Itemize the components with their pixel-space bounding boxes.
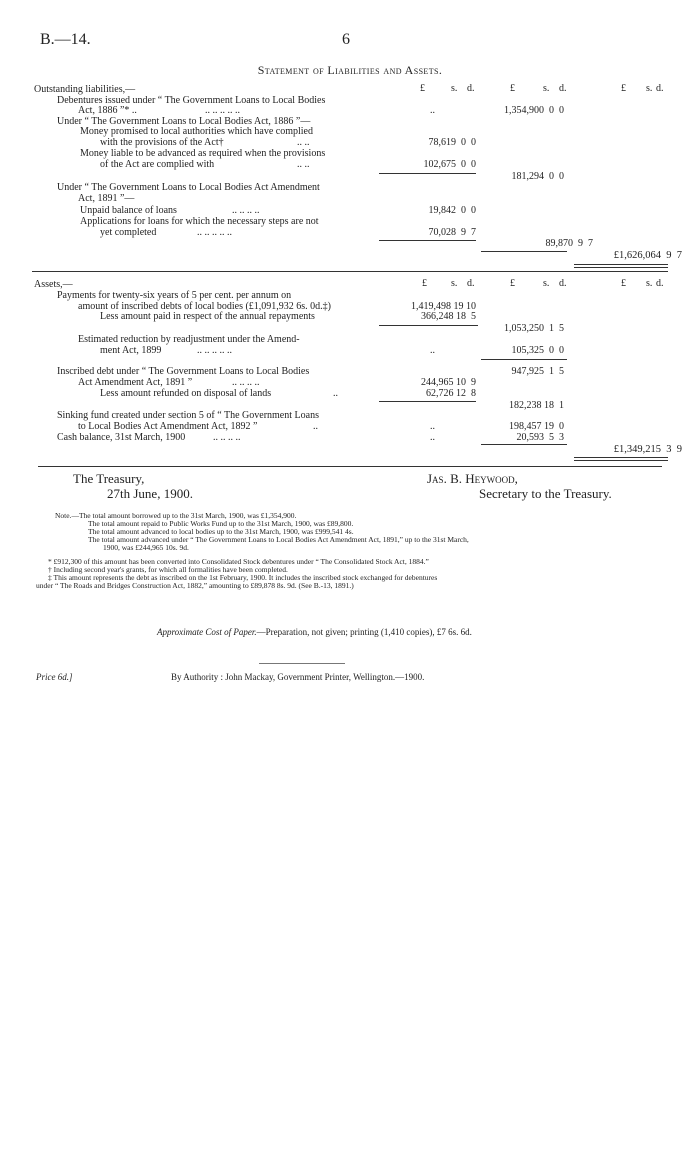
dot-leaders: .. <box>430 421 435 432</box>
col-header-pence: d. <box>467 83 475 94</box>
signature-date: 27th June, 1900. <box>107 486 193 501</box>
amendment-total: 89,870 9 7 <box>545 238 593 249</box>
liable-label-cont: of the Act are complied with <box>100 159 215 170</box>
dot-leaders: .. .. .. .. <box>232 377 260 388</box>
applications-label-cont: yet completed <box>100 227 157 238</box>
col-header-pound: £ <box>621 83 626 94</box>
col-header-pound: £ <box>422 278 427 289</box>
cost-of-paper <box>157 627 472 637</box>
dot-leaders: .. .. <box>297 159 310 170</box>
cash-balance-amount: 20,593 5 3 <box>516 432 564 443</box>
dot-leaders: .. .. .. .. .. <box>197 345 232 356</box>
col-header-pence: d. <box>467 278 475 289</box>
dot-leaders: .. .. .. .. .. <box>197 227 232 238</box>
payments-label-cont: amount of inscribed debts of local bodies (£1,091,932 6s. 0d.‡) <box>78 301 332 312</box>
footnote-double-dagger-cont: under “ The Roads and Bridges Construction Act, 1882,” amounting to £89,878 8s. 9d. (See B.-13, 1891.) <box>36 581 354 590</box>
price: Price 6d.] <box>36 672 73 682</box>
statement-title: Statement of Liabilities and Assets. <box>257 63 443 77</box>
refunded-amount: 62,726 12 8 <box>426 388 476 399</box>
reduction-label-cont: ment Act, 1899 <box>100 345 162 356</box>
section-divider <box>32 271 668 272</box>
dot-leaders: .. .. <box>297 137 310 148</box>
subtotal-rule <box>379 173 476 174</box>
promised-label: Money promised to local authorities which have complied <box>80 126 313 137</box>
dot-leaders: .. .. .. .. <box>232 205 260 216</box>
net-after-reduction: 947,925 1 5 <box>511 366 564 377</box>
reduction-amount: 105,325 0 0 <box>511 345 564 356</box>
cash-balance-label: Cash balance, 31st March, 1900 <box>57 432 186 443</box>
refunded-label: Less amount refunded on disposal of lands <box>100 388 272 399</box>
payments-amount: 1,419,498 19 10 <box>411 301 476 312</box>
note-advanced: The total amount advanced to local bodies up to the 31st March, 1900, was £999,541 4s. <box>88 527 354 536</box>
liable-label: Money liable to be advanced as required when the provisions <box>80 148 326 159</box>
less-repayments-label: Less amount paid in respect of the annual repayments <box>100 311 315 322</box>
payments-net: 1,053,250 1 5 <box>504 323 564 334</box>
subtotal-rule <box>481 359 567 360</box>
act-1886-heading: Under “ The Government Loans to Local Bodies Act, 1886 ”— <box>57 116 311 127</box>
col-header-pound: £ <box>510 278 515 289</box>
dot-leaders: .. <box>430 345 435 356</box>
inscribed-net: 182,238 18 1 <box>509 400 564 411</box>
note-advanced-1891: The total amount advanced under “ The Government Loans to Local Bodies Act Amendment Act, 1891,” up to the 31st March, <box>88 535 469 544</box>
unpaid-amount: 19,842 0 0 <box>428 205 476 216</box>
col-header-shillings: s. <box>543 278 550 289</box>
col-header-pound: £ <box>510 83 515 94</box>
promised-label-cont: with the provisions of the Act† <box>100 137 224 148</box>
dot-leaders: .. .. .. .. <box>213 432 241 443</box>
sinking-fund-amount: 198,457 19 0 <box>509 421 564 432</box>
subtotal-rule <box>379 401 476 402</box>
section-divider <box>38 466 662 467</box>
signature-name: Jas. B. Heywood, <box>427 471 518 486</box>
liabilities-heading: Outstanding liabilities,— <box>34 84 136 95</box>
inscribed-debt-label: Inscribed debt under “ The Government Loans to Local Bodies <box>57 366 310 377</box>
col-header-shillings: s. <box>646 278 653 289</box>
assets-grand-total: £1,349,215 3 9 <box>613 444 682 455</box>
assets-heading: Assets,— <box>34 279 73 290</box>
col-header-shillings: s. <box>451 83 458 94</box>
promised-amount: 78,619 0 0 <box>428 137 476 148</box>
report-code: B.—14. <box>40 31 91 48</box>
page-number: 6 <box>342 31 350 48</box>
col-header-pound: £ <box>621 278 626 289</box>
reduction-label: Estimated reduction by readjustment under the Amend- <box>78 334 300 345</box>
dot-leaders: .. <box>333 388 338 399</box>
liabilities-grand-total: £1,626,064 9 7 <box>613 250 682 261</box>
subtotal-rule <box>481 251 567 252</box>
grand-total-double-rule <box>574 457 668 461</box>
amendment-1891-heading-cont: Act, 1891 ”— <box>78 193 135 204</box>
payments-label: Payments for twenty-six years of 5 per cent. per annum on <box>57 290 292 301</box>
col-header-pence: d. <box>559 83 567 94</box>
less-repayments-amount: 366,248 18 5 <box>421 311 476 322</box>
col-header-pound: £ <box>420 83 425 94</box>
col-header-shillings: s. <box>543 83 550 94</box>
note-borrowed: Note.—The total amount borrowed up to the 31st March, 1900, was £1,354,900. <box>55 511 297 520</box>
debentures-label-cont: Act, 1886 ”* .. <box>78 105 137 116</box>
signature-place: The Treasury, <box>73 471 145 486</box>
dot-leaders: .. <box>313 421 318 432</box>
applications-label: Applications for loans for which the necessary steps are not <box>80 216 319 227</box>
footnote-dagger: † Including second year's grants, for which all formalities have been completed. <box>48 565 288 574</box>
footnote-asterisk: * £912,300 of this amount has been converted into Consolidated Stock debentures under “ The Consolidated Stock Act, 1884.” <box>48 557 429 566</box>
liable-amount: 102,675 0 0 <box>423 159 476 170</box>
inscribed-debt-label-cont: Act Amendment Act, 1891 ” <box>78 377 193 388</box>
dot-leaders: .. <box>430 432 435 443</box>
footer-rule <box>259 663 345 664</box>
sinking-fund-label: Sinking fund created under section 5 of “ The Government Loans <box>57 410 319 421</box>
note-advanced-1891-cont: 1900, was £244,965 10s. 9d. <box>103 543 189 552</box>
col-header-pence: d. <box>559 278 567 289</box>
cost-label: Approximate Cost of Paper. <box>157 627 257 637</box>
col-header-shillings: s. <box>646 83 653 94</box>
col-header-pence: d. <box>656 83 664 94</box>
inscribed-debt-amount: 244,965 10 9 <box>421 377 476 388</box>
dot-leaders: .. <box>430 105 435 116</box>
act-1886-total: 181,294 0 0 <box>511 171 564 182</box>
subtotal-rule <box>481 444 567 445</box>
subtotal-rule <box>379 325 478 326</box>
col-header-pence: d. <box>656 278 664 289</box>
dot-leaders: .. .. .. .. .. <box>205 105 240 116</box>
cost-text: —Preparation, not given; printing (1,410 copies), £7 6s. 6d. <box>256 627 472 637</box>
amendment-1891-heading: Under “ The Government Loans to Local Bodies Act Amendment <box>57 182 320 193</box>
signature-role: Secretary to the Treasury. <box>479 486 612 501</box>
subtotal-rule <box>379 240 476 241</box>
unpaid-label: Unpaid balance of loans <box>80 205 177 216</box>
sinking-fund-label-cont: to Local Bodies Act Amendment Act, 1892 ” <box>78 421 258 432</box>
applications-amount: 70,028 9 7 <box>428 227 476 238</box>
col-header-shillings: s. <box>451 278 458 289</box>
grand-total-double-rule <box>574 264 668 268</box>
debentures-label: Debentures issued under “ The Government Loans to Local Bodies <box>57 95 326 106</box>
debentures-total: 1,354,900 0 0 <box>504 105 564 116</box>
printer-authority: By Authority : John Mackay, Government Printer, Wellington.—1900. <box>171 672 425 682</box>
note-repaid: The total amount repaid to Public Works Fund up to the 31st March, 1900, was £89,800. <box>88 519 354 528</box>
footnote-double-dagger: ‡ This amount represents the debt as inscribed on the 1st February, 1900. It includes the inscribed stock exchanged for debentures <box>48 573 438 582</box>
